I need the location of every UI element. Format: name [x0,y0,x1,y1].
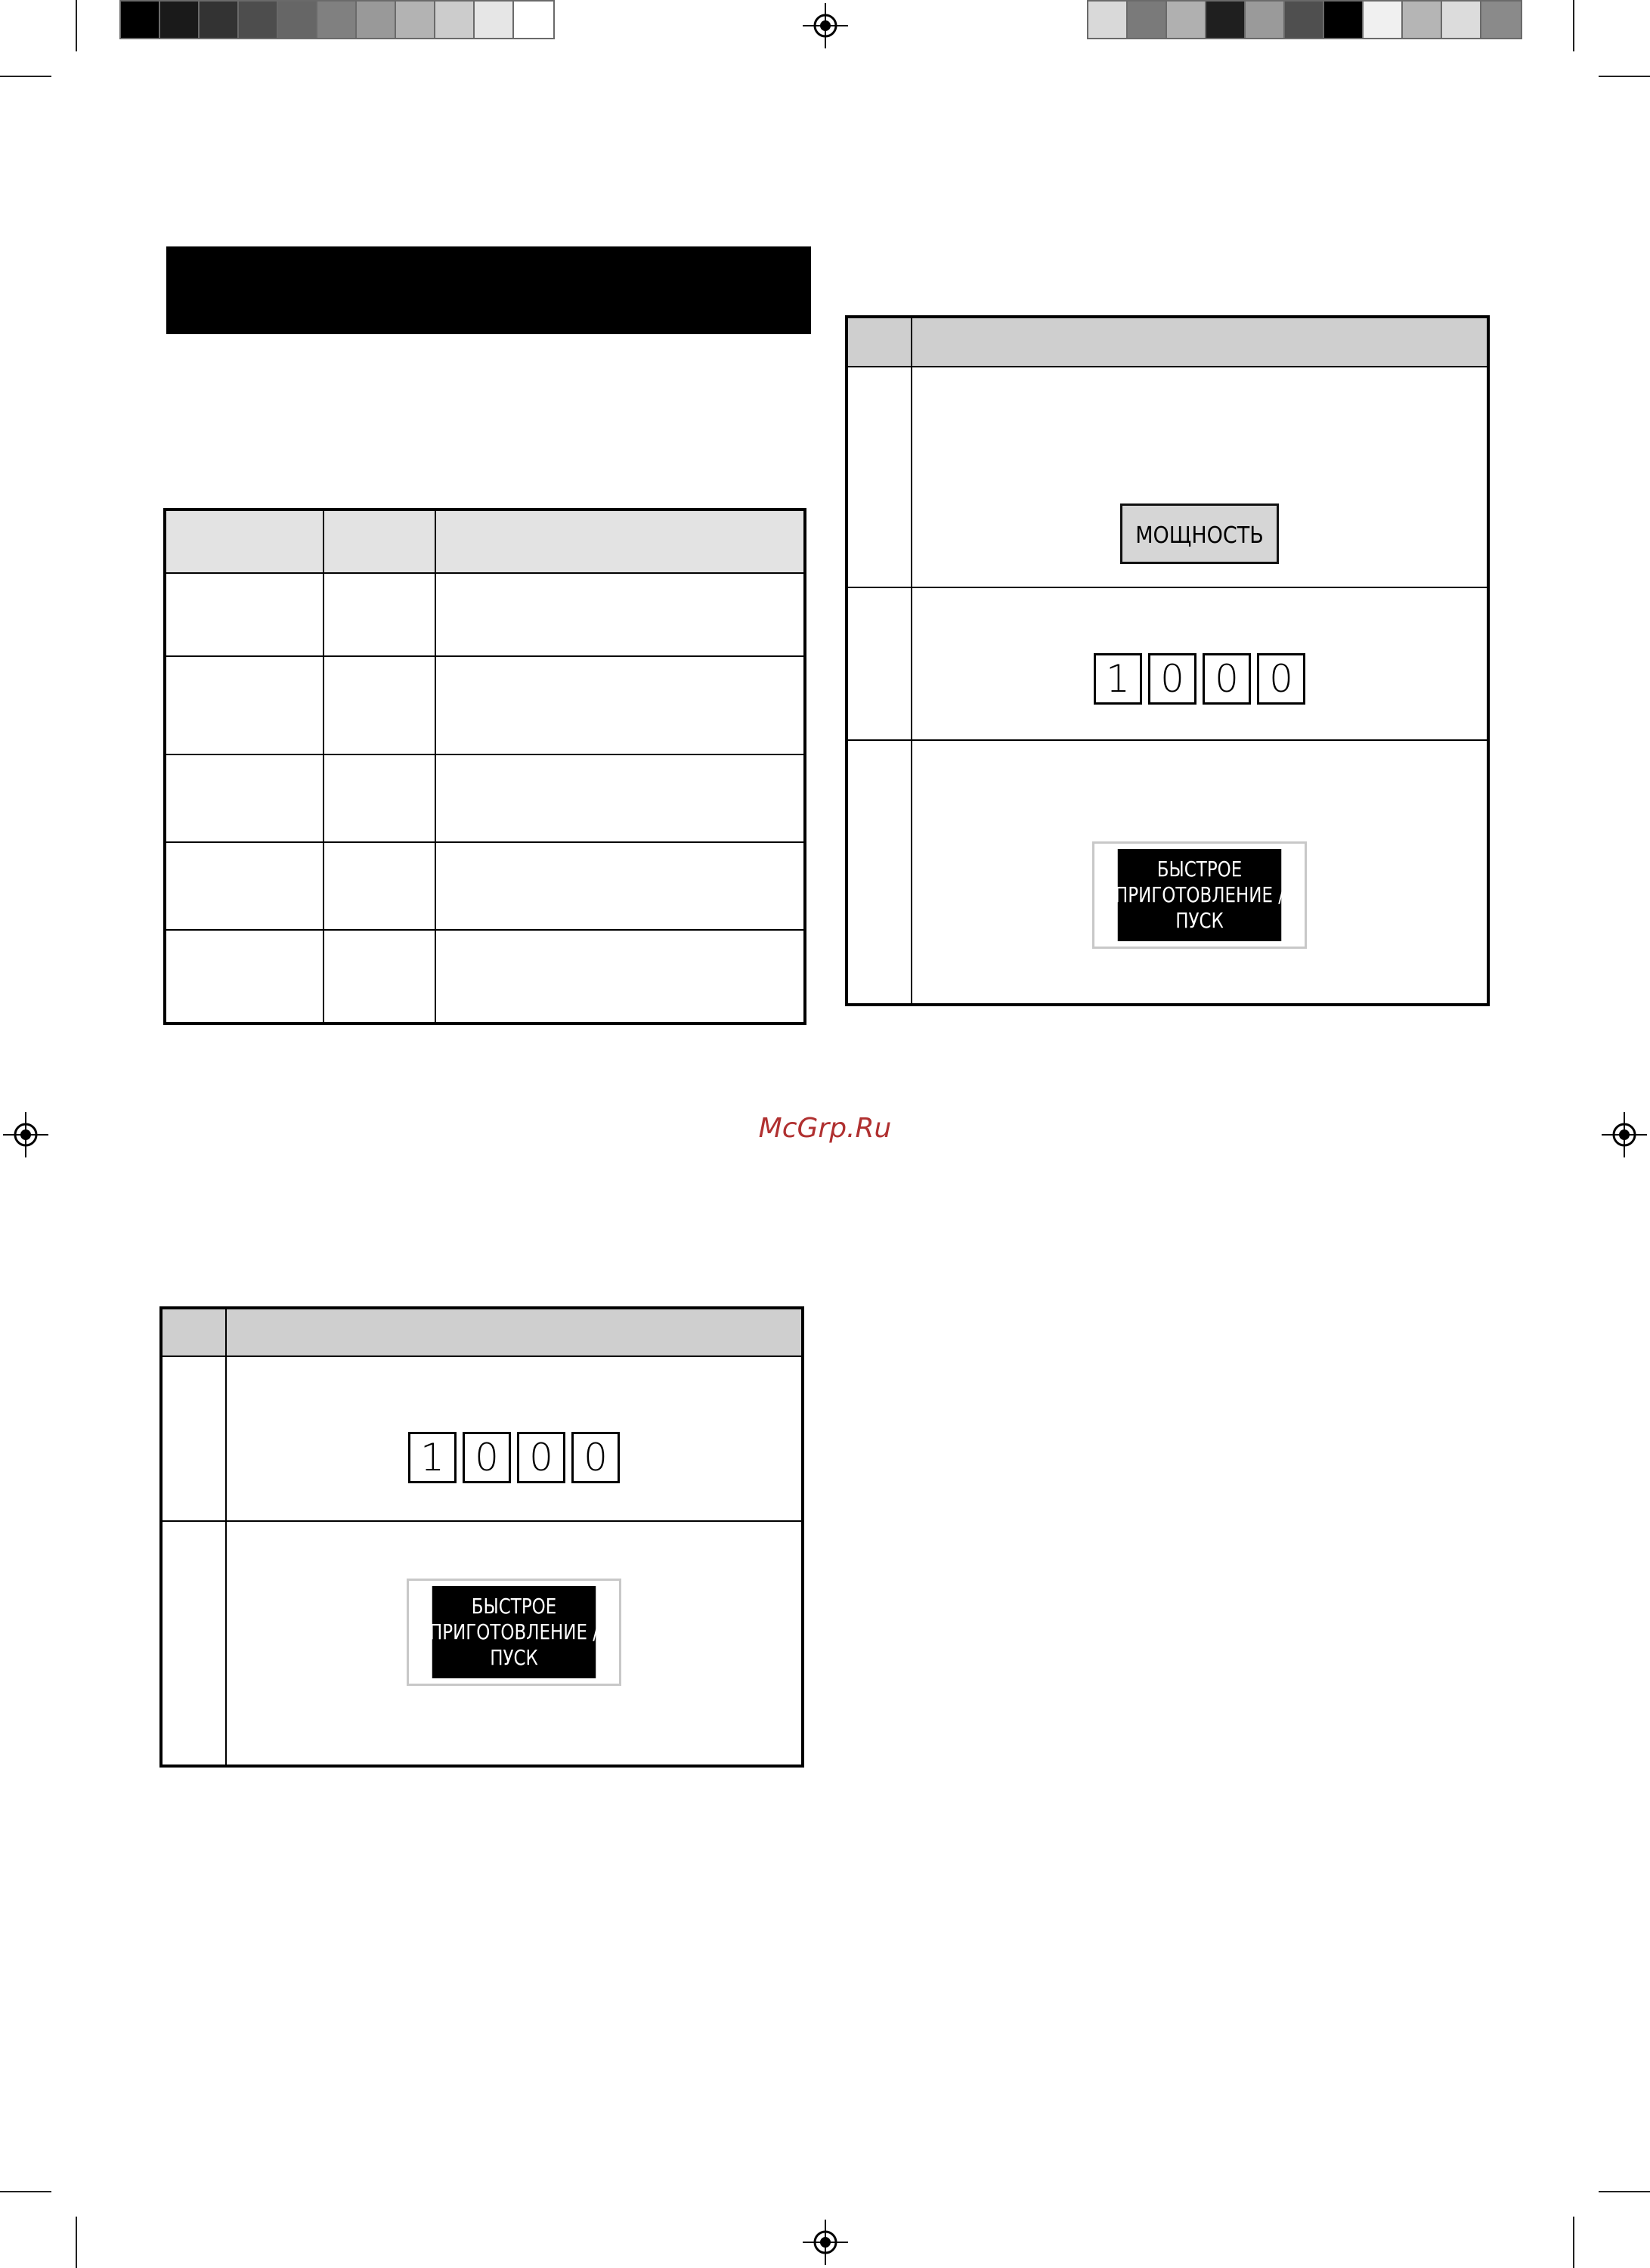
table-row [847,740,1488,1005]
swatch [1167,2,1206,38]
swatch [1088,2,1128,38]
table-cell [165,656,323,754]
quick-start-line: ПУСК [490,1644,538,1670]
swatch [435,2,475,38]
step-content-cell [912,740,1488,1005]
table-cell [435,573,805,656]
table-cell [435,754,805,842]
table-row [165,842,805,930]
table-cell [323,754,435,842]
table-cell [323,573,435,656]
display-digits [408,1432,620,1483]
step-header-cell [226,1308,803,1356]
step-number-cell [847,587,912,740]
swatch [1324,2,1364,38]
table-cell [323,510,435,573]
step-number-cell [161,1521,226,1766]
crop-mark [0,2191,51,2192]
table-cell [435,930,805,1024]
table-cell [435,510,805,573]
step-number-cell [847,317,912,367]
calibration-strip-left [119,0,555,39]
table-header-row [847,317,1488,367]
swatch [396,2,435,38]
swatch [278,2,317,38]
swatch [1246,2,1285,38]
swatch [1285,2,1324,38]
quick-start-line: БЫСТРОЕ [1156,856,1243,881]
swatch [1206,2,1246,38]
table-cell [323,842,435,930]
swatch [1403,2,1442,38]
table-header-row [161,1308,803,1356]
quick-start-label [1115,849,1284,941]
table-row [165,656,805,754]
quick-start-line: ПУСК [1175,907,1224,933]
swatch [1442,2,1481,38]
display-digits [1094,653,1305,705]
table-row [165,754,805,842]
watermark: McGrp.Ru [758,1113,892,1144]
table-row [161,1521,803,1766]
swatch [1128,2,1167,38]
swatch [121,2,160,38]
swatch [200,2,239,38]
table-cell [323,656,435,754]
swatch [475,2,514,38]
table-cell [165,573,323,656]
calibration-strip-right [1087,0,1522,39]
display-digit: 0 [1257,653,1305,705]
swatch [1364,2,1403,38]
swatch [317,2,357,38]
quick-start-button[interactable] [407,1579,621,1686]
table-row [847,367,1488,587]
table-cell [435,656,805,754]
step-number-cell [847,367,912,587]
table-row [847,587,1488,740]
table-cell [165,842,323,930]
step-header-cell [912,317,1488,367]
step-content-cell [226,1521,803,1766]
power-button[interactable]: МОЩНОСТЬ [1120,503,1279,564]
quick-start-line: ПРИГОТОВЛЕНИЕ / [429,1619,599,1644]
steps-table-bottom [159,1306,804,1768]
table-cell [435,842,805,930]
step-content-cell [226,1356,803,1521]
quick-start-label [429,1586,599,1678]
swatch [1481,2,1521,38]
crop-mark [1573,0,1574,51]
crop-mark [1599,76,1650,77]
quick-start-line: БЫСТРОЕ [471,1593,557,1619]
step-content-cell [912,367,1488,587]
display-digit: 0 [1203,653,1251,705]
settings-table [163,508,806,1025]
table-cell [165,510,323,573]
display-digit: 0 [463,1432,511,1483]
registration-mark-icon [803,3,848,48]
crop-mark [0,76,51,77]
steps-table-right [845,315,1490,1006]
table-row [161,1356,803,1521]
swatch [514,2,553,38]
display-digit: 0 [571,1432,620,1483]
table-cell [323,930,435,1024]
display-digit: 0 [517,1432,565,1483]
step-number-cell [847,740,912,1005]
display-digit: 1 [1094,653,1142,705]
table-cell [165,930,323,1024]
table-header-row [165,510,805,573]
swatch [160,2,200,38]
crop-mark [76,0,77,51]
quick-start-line: ПРИГОТОВЛЕНИЕ / [1115,881,1284,907]
step-number-cell [161,1308,226,1356]
swatch [239,2,278,38]
registration-mark-icon [803,2220,848,2265]
display-digit: 0 [1148,653,1196,705]
crop-mark [1573,2217,1574,2268]
quick-start-button[interactable] [1092,841,1307,949]
table-cell [165,754,323,842]
step-content-cell [912,587,1488,740]
display-digit: 1 [408,1432,457,1483]
crop-mark [1599,2191,1650,2192]
section-title-bar [166,246,811,334]
step-number-cell [161,1356,226,1521]
table-row [165,573,805,656]
crop-mark [76,2217,77,2268]
table-row [165,930,805,1024]
swatch [357,2,396,38]
